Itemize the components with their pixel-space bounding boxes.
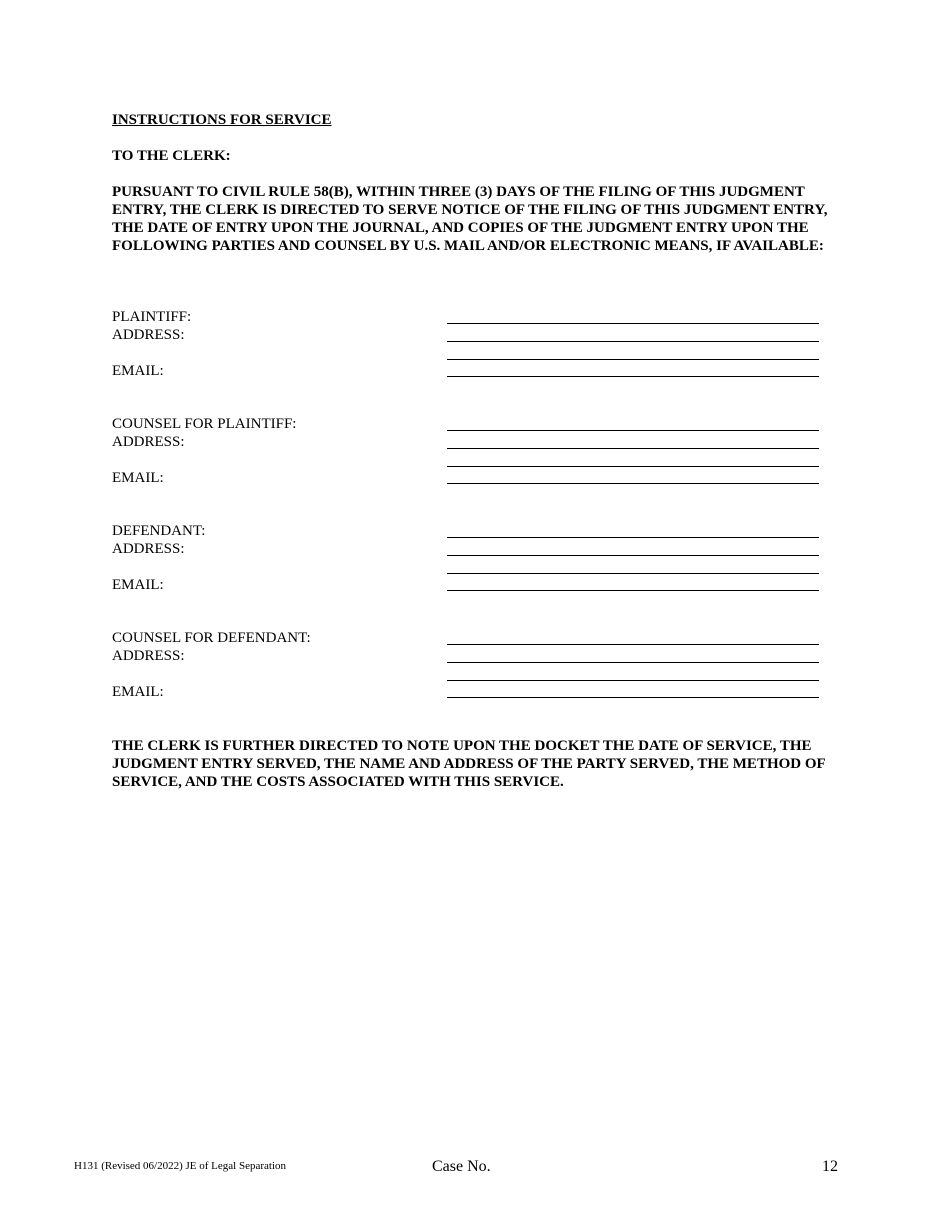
plaintiff-address-label: ADDRESS: bbox=[112, 327, 185, 343]
defendant-email-line[interactable] bbox=[447, 590, 819, 591]
counsel-defendant-address-line-1[interactable] bbox=[447, 662, 819, 663]
plaintiff-email-label: EMAIL: bbox=[112, 363, 164, 379]
counsel-plaintiff-address-label: ADDRESS: bbox=[112, 434, 185, 450]
plaintiff-address-line-1[interactable] bbox=[447, 341, 819, 342]
counsel-plaintiff-name-line[interactable] bbox=[447, 430, 819, 431]
docket-instructions-paragraph: THE CLERK IS FURTHER DIRECTED TO NOTE UPON THE DOCKET THE DATE OF SERVICE, THE JUDGMENT ENTRY SERVED, THE NAME AND ADDRESS OF THE PARTY SERVED, THE METHOD OF SERVICE, AND THE COSTS ASSOCIATED WITH THIS SERVICE. bbox=[112, 738, 826, 790]
defendant-address-label: ADDRESS: bbox=[112, 541, 185, 557]
counsel-defendant-email-label: EMAIL: bbox=[112, 684, 164, 700]
plaintiff-label: PLAINTIFF: bbox=[112, 309, 192, 325]
counsel-plaintiff-email-label: EMAIL: bbox=[112, 470, 164, 486]
counsel-defendant-label: COUNSEL FOR DEFENDANT: bbox=[112, 630, 311, 646]
counsel-plaintiff-label: COUNSEL FOR PLAINTIFF: bbox=[112, 416, 297, 432]
footer-page-number: 12 bbox=[822, 1158, 838, 1175]
counsel-plaintiff-email-line[interactable] bbox=[447, 483, 819, 484]
defendant-name-line[interactable] bbox=[447, 537, 819, 538]
to-clerk-label: TO THE CLERK: bbox=[112, 148, 231, 164]
defendant-label: DEFENDANT: bbox=[112, 523, 206, 539]
defendant-email-label: EMAIL: bbox=[112, 577, 164, 593]
plaintiff-email-line[interactable] bbox=[447, 376, 819, 377]
defendant-address-line-1[interactable] bbox=[447, 555, 819, 556]
instructions-heading: INSTRUCTIONS FOR SERVICE bbox=[112, 112, 332, 128]
plaintiff-address-line-2[interactable] bbox=[447, 359, 819, 360]
counsel-defendant-address-label: ADDRESS: bbox=[112, 648, 185, 664]
defendant-address-line-2[interactable] bbox=[447, 573, 819, 574]
counsel-defendant-email-line[interactable] bbox=[447, 697, 819, 698]
counsel-defendant-address-line-2[interactable] bbox=[447, 680, 819, 681]
footer-case-number-label: Case No. bbox=[432, 1158, 491, 1175]
footer-form-id: H131 (Revised 06/2022) JE of Legal Separation bbox=[74, 1160, 287, 1172]
plaintiff-name-line[interactable] bbox=[447, 323, 819, 324]
counsel-plaintiff-address-line-1[interactable] bbox=[447, 448, 819, 449]
service-instructions-paragraph: PURSUANT TO CIVIL RULE 58(B), WITHIN THREE (3) DAYS OF THE FILING OF THIS JUDGMENT ENTRY, THE CLERK IS DIRECTED TO SERVE NOTICE OF THE FILING OF THIS JUDGMENT ENTRY, THE DATE OF ENTRY UPON THE JOURNAL, AND COPIES OF THE JUDGMENT ENTRY UPON THE FOLLOWING PARTIES AND COUNSEL BY U.S. MAIL AND/OR ELECTRONIC MEANS, IF AVAILABLE: bbox=[112, 184, 828, 254]
counsel-defendant-name-line[interactable] bbox=[447, 644, 819, 645]
counsel-plaintiff-address-line-2[interactable] bbox=[447, 466, 819, 467]
